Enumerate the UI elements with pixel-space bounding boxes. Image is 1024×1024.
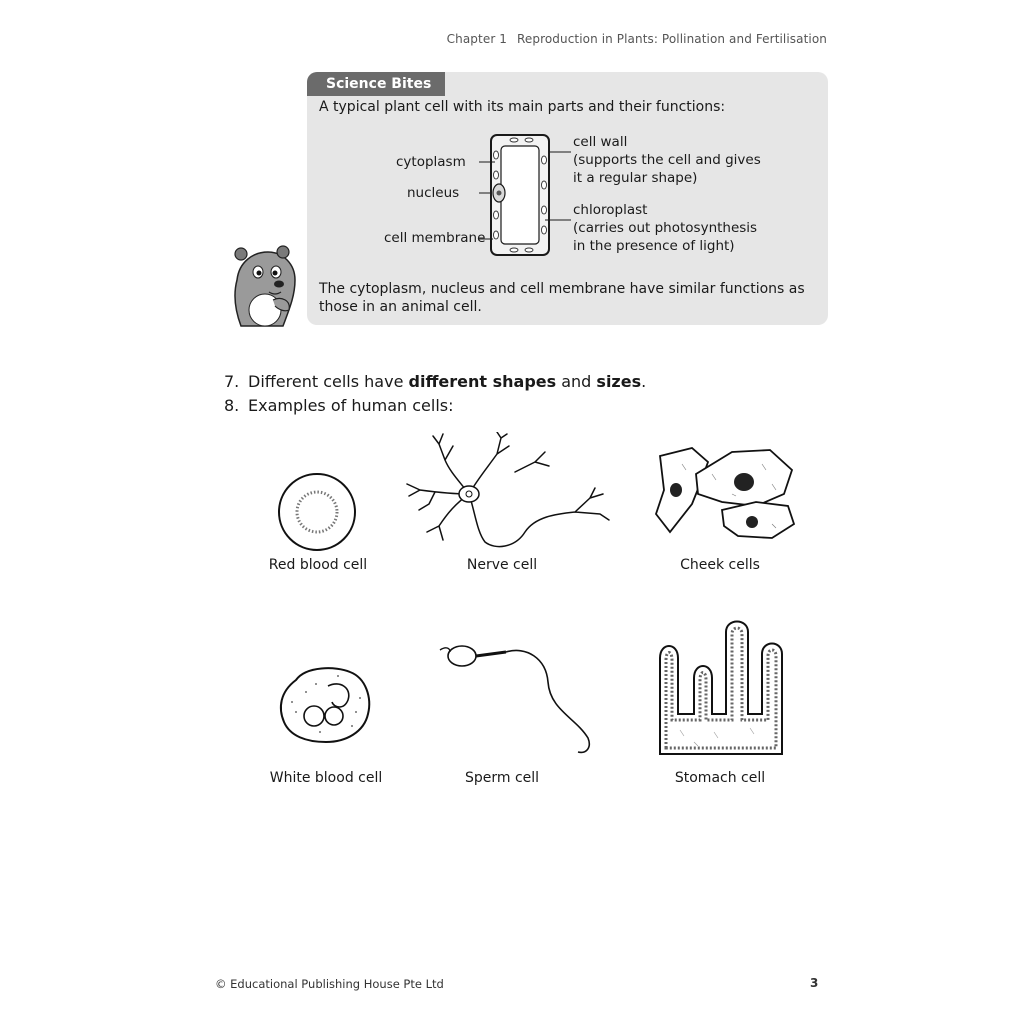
point-8 xyxy=(224,394,646,418)
footer-copyright: © Educational Publishing House Pte Ltd xyxy=(215,977,444,991)
point-text: Different cells have xyxy=(248,372,409,391)
point-number: 8. xyxy=(224,396,240,415)
point-bold: different shapes xyxy=(408,372,557,391)
stomach-cell-illustration xyxy=(654,618,788,758)
science-bites-intro: A typical plant cell with its main parts and their functions: xyxy=(319,99,726,115)
science-bites-box xyxy=(307,72,828,325)
label-cell-membrane: cell membrane xyxy=(384,230,486,246)
science-bites-tab: Science Bites xyxy=(307,72,445,96)
point-text: and xyxy=(556,372,597,391)
otter-mascot-icon xyxy=(213,240,313,328)
red-blood-cell-illustration xyxy=(275,470,359,554)
label-chloroplast-desc-2: in the presence of light) xyxy=(573,238,735,254)
label-chloroplast: chloroplast xyxy=(573,202,648,218)
point-text: Examples of human cells: xyxy=(248,396,454,415)
label-nucleus: nucleus xyxy=(407,185,460,201)
label-chloroplast-desc-1: (carries out photosynthesis xyxy=(573,220,758,236)
science-bites-outro: The cytoplasm, nucleus and cell membrane have similar functions as those in an animal cell. xyxy=(319,281,805,315)
page-number: 3 xyxy=(810,976,819,990)
caption-sperm-cell: Sperm cell xyxy=(464,770,540,786)
nerve-cell-illustration xyxy=(405,432,610,557)
cheek-cells-illustration xyxy=(652,444,800,540)
caption-red-blood-cell: Red blood cell xyxy=(268,557,368,573)
point-text: . xyxy=(641,372,647,391)
caption-cheek-cells: Cheek cells xyxy=(680,557,760,573)
label-cell-wall-desc-2: it a regular shape) xyxy=(573,170,698,186)
running-header xyxy=(447,32,827,46)
point-bold: sizes xyxy=(596,372,642,391)
sperm-cell-illustration xyxy=(436,638,596,756)
chapter-label: Chapter 1 xyxy=(446,32,507,46)
white-blood-cell-illustration xyxy=(276,662,374,746)
point-number: 7. xyxy=(224,372,240,391)
point-7 xyxy=(224,370,646,394)
caption-white-blood-cell: White blood cell xyxy=(269,770,383,786)
caption-stomach-cell: Stomach cell xyxy=(674,770,766,786)
chapter-title: Reproduction in Plants: Pollination and Fertilisation xyxy=(517,32,827,46)
numbered-points xyxy=(224,370,646,418)
label-cytoplasm: cytoplasm xyxy=(396,154,466,170)
label-cell-wall: cell wall xyxy=(573,134,628,150)
caption-nerve-cell: Nerve cell xyxy=(466,557,538,573)
label-cell-wall-desc-1: (supports the cell and gives xyxy=(573,152,761,168)
